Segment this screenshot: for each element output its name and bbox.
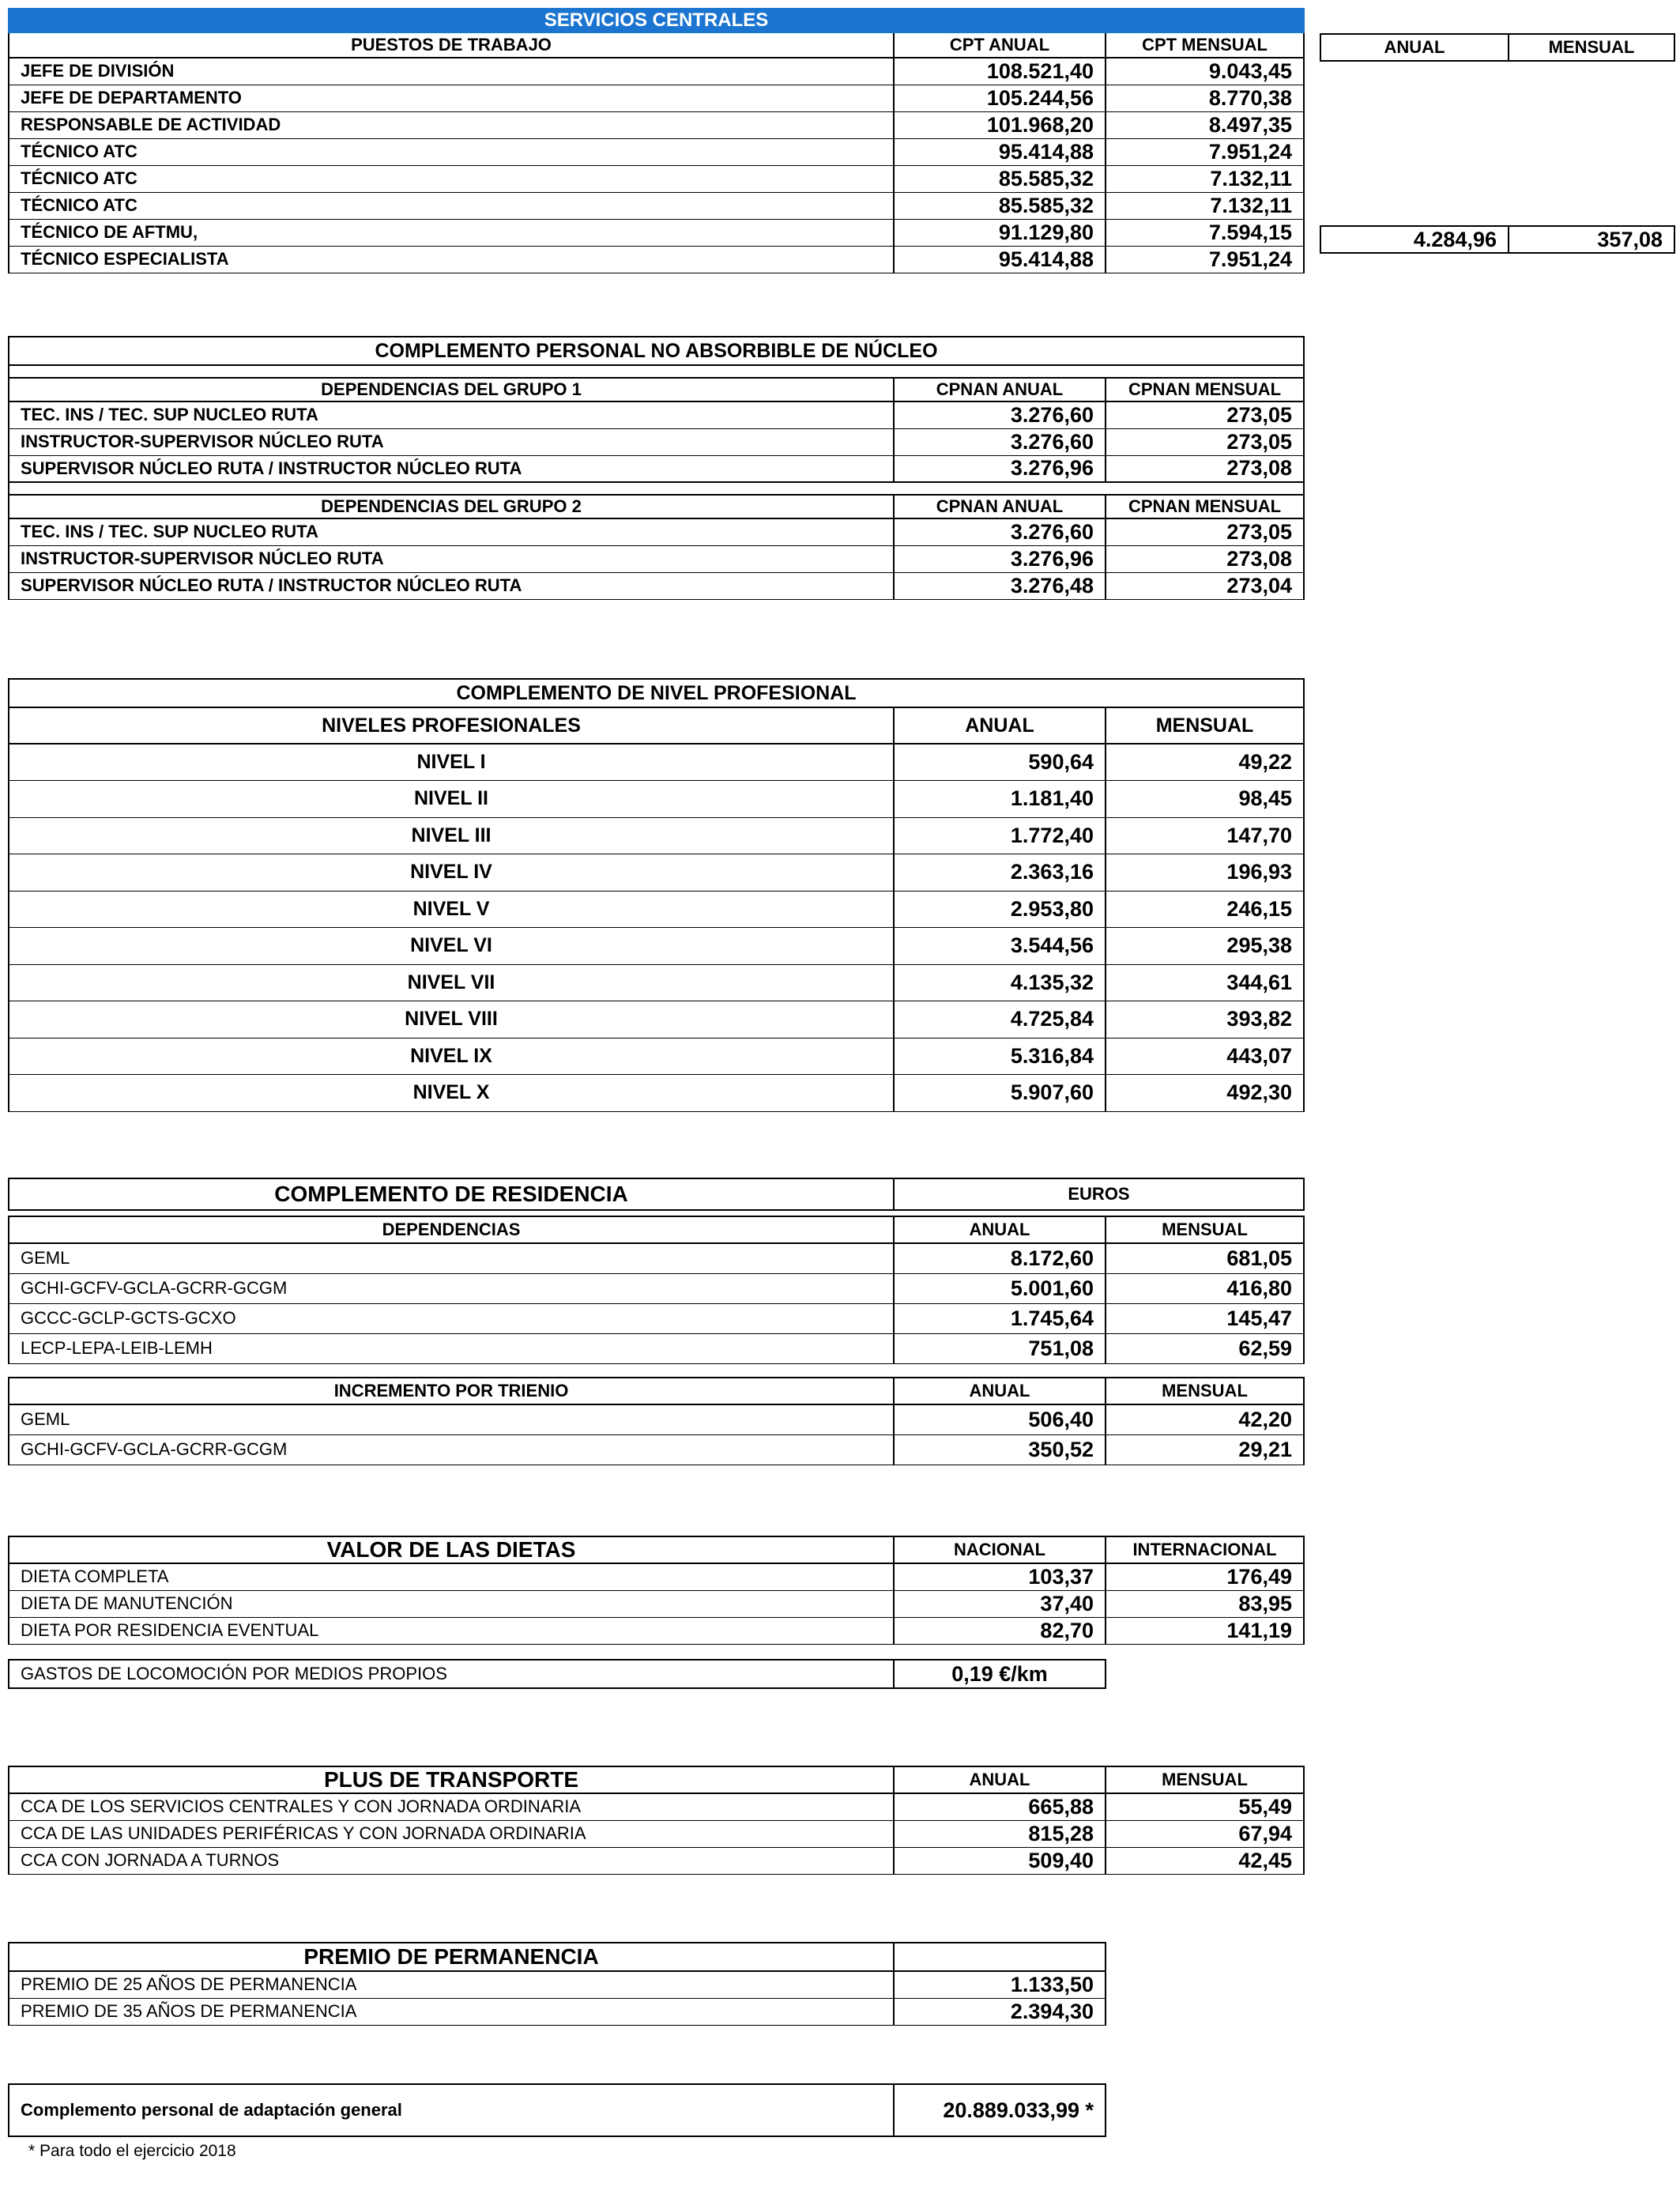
row-value: 273,04: [1106, 572, 1304, 599]
locomocion-label: GASTOS DE LOCOMOCIÓN POR MEDIOS PROPIOS: [9, 1660, 894, 1688]
dietas-title: VALOR DE LAS DIETAS: [9, 1536, 894, 1563]
table-row: [9, 1038, 1304, 1075]
row-label: NIVEL X: [9, 1075, 894, 1112]
row-value: 42,45: [1106, 1847, 1304, 1874]
trienio-header-mensual: MENSUAL: [1106, 1378, 1304, 1404]
row-value: 3.276,48: [894, 572, 1106, 599]
row-label: TÉCNICO DE AFTMU,: [9, 219, 894, 246]
row-value: 665,88: [894, 1793, 1106, 1820]
table-row: [9, 111, 1304, 138]
table-row: [9, 518, 1304, 545]
header-cpt-mensual: CPT MENSUAL: [1106, 32, 1304, 58]
header-puestos: PUESTOS DE TRABAJO: [9, 32, 894, 58]
dietas-table: [8, 1536, 1305, 1645]
table-row: [9, 428, 1304, 455]
servicios-side-table: [1320, 33, 1675, 62]
row-label: DIETA DE MANUTENCIÓN: [9, 1590, 894, 1617]
row-value: 98,45: [1106, 781, 1304, 818]
row-value: 42,20: [1106, 1404, 1304, 1434]
row-value: 3.276,96: [894, 545, 1106, 572]
table-row: [9, 1590, 1304, 1617]
table-row: [9, 744, 1304, 781]
cpnan-group2-header-mensual: CPNAN MENSUAL: [1106, 495, 1304, 518]
table-row: [9, 1793, 1304, 1820]
row-label: NIVEL IV: [9, 854, 894, 892]
row-value: 5.316,84: [894, 1038, 1106, 1075]
servicios-centrales-table: [8, 8, 1305, 273]
row-value: 590,64: [894, 744, 1106, 781]
cpnan-group1-header-mensual: CPNAN MENSUAL: [1106, 378, 1304, 401]
locomocion-value: 0,19 €/km: [894, 1660, 1106, 1688]
side-header-mensual: MENSUAL: [1509, 34, 1674, 61]
row-value: 1.745,64: [894, 1303, 1106, 1333]
row-label: SUPERVISOR NÚCLEO RUTA / INSTRUCTOR NÚCLEO RUTA: [9, 455, 894, 482]
spacer-row: [9, 365, 1304, 378]
row-value: 443,07: [1106, 1038, 1304, 1075]
row-label: CCA CON JORNADA A TURNOS: [9, 1847, 894, 1874]
table-row: [9, 1001, 1304, 1039]
row-value: 95.414,88: [894, 246, 1106, 273]
row-value: 273,08: [1106, 455, 1304, 482]
row-value: 2.363,16: [894, 854, 1106, 892]
trienio-header: INCREMENTO POR TRIENIO: [9, 1378, 894, 1404]
cpnan-group2-header: DEPENDENCIAS DEL GRUPO 2: [9, 495, 894, 518]
row-value: 9.043,45: [1106, 58, 1304, 85]
permanencia-title: PREMIO DE PERMANENCIA: [9, 1943, 894, 1971]
row-label: TÉCNICO ESPECIALISTA: [9, 246, 894, 273]
table-row: [9, 1971, 1106, 1998]
row-value: 4.135,32: [894, 964, 1106, 1001]
dietas-header-nacional: NACIONAL: [894, 1536, 1106, 1563]
row-label: TEC. INS / TEC. SUP NUCLEO RUTA: [9, 518, 894, 545]
table-row: [9, 246, 1304, 273]
trienio-table: [8, 1377, 1305, 1465]
row-label: INSTRUCTOR-SUPERVISOR NÚCLEO RUTA: [9, 428, 894, 455]
table-row: [9, 1434, 1304, 1465]
row-value: 108.521,40: [894, 58, 1106, 85]
adaptacion-table: [8, 2083, 1106, 2137]
row-value: 85.585,32: [894, 192, 1106, 219]
row-value: 416,80: [1106, 1273, 1304, 1303]
row-value: 67,94: [1106, 1820, 1304, 1847]
row-value: 7.594,15: [1106, 219, 1304, 246]
row-value: 2.953,80: [894, 891, 1106, 928]
residencia-table: [8, 1216, 1305, 1364]
permanencia-table: [8, 1942, 1106, 2026]
table-row: [9, 1563, 1304, 1590]
row-value: 5.001,60: [894, 1273, 1106, 1303]
row-label: NIVEL V: [9, 891, 894, 928]
row-value: 3.276,60: [894, 518, 1106, 545]
table-row: [9, 165, 1304, 192]
row-label: CCA DE LOS SERVICIOS CENTRALES Y CON JORNADA ORDINARIA: [9, 1793, 894, 1820]
row-label: JEFE DE DIVISIÓN: [9, 58, 894, 85]
row-value: 196,93: [1106, 854, 1304, 892]
spacer-row: [9, 482, 1304, 495]
row-value: 7.132,11: [1106, 165, 1304, 192]
header-cpt-anual: CPT ANUAL: [894, 32, 1106, 58]
row-value: 91.129,80: [894, 219, 1106, 246]
table-row: [9, 1847, 1304, 1874]
row-value: 141,19: [1106, 1617, 1304, 1644]
locomocion-table: [8, 1659, 1106, 1689]
row-label: RESPONSABLE DE ACTIVIDAD: [9, 111, 894, 138]
row-value: 145,47: [1106, 1303, 1304, 1333]
row-value: 105.244,56: [894, 85, 1106, 111]
row-label: TÉCNICO ATC: [9, 165, 894, 192]
cpnan-group2-header-anual: CPNAN ANUAL: [894, 495, 1106, 518]
side-header-anual: ANUAL: [1320, 34, 1509, 61]
trienio-header-anual: ANUAL: [894, 1378, 1106, 1404]
residencia-header-dependencias: DEPENDENCIAS: [9, 1216, 894, 1243]
row-label: TÉCNICO ATC: [9, 192, 894, 219]
row-label: JEFE DE DEPARTAMENTO: [9, 85, 894, 111]
residencia-header-anual: ANUAL: [894, 1216, 1106, 1243]
transporte-title: PLUS DE TRANSPORTE: [9, 1766, 894, 1793]
row-label: TÉCNICO ATC: [9, 138, 894, 165]
row-value: 506,40: [894, 1404, 1106, 1434]
table-row: [9, 58, 1304, 85]
row-value: 2.394,30: [894, 1998, 1106, 2025]
table-row: [9, 1998, 1106, 2025]
row-value: 7.951,24: [1106, 138, 1304, 165]
row-value: 8.497,35: [1106, 111, 1304, 138]
nivel-table: [8, 678, 1305, 1112]
row-label: NIVEL III: [9, 817, 894, 854]
table-row: [9, 401, 1304, 428]
row-label: DIETA COMPLETA: [9, 1563, 894, 1590]
transporte-header-anual: ANUAL: [894, 1766, 1106, 1793]
row-value: 295,38: [1106, 928, 1304, 965]
row-value: 49,22: [1106, 744, 1304, 781]
row-label: PREMIO DE 35 AÑOS DE PERMANENCIA: [9, 1998, 894, 2025]
row-value: 3.276,60: [894, 428, 1106, 455]
row-label: NIVEL VII: [9, 964, 894, 1001]
table-row: [9, 1333, 1304, 1363]
row-label: NIVEL IX: [9, 1038, 894, 1075]
table-row: [9, 219, 1304, 246]
permanencia-header-empty: [894, 1943, 1106, 1971]
row-label: GEML: [9, 1243, 894, 1273]
table-row: [9, 964, 1304, 1001]
row-label: LECP-LEPA-LEIB-LEMH: [9, 1333, 894, 1363]
row-value: 147,70: [1106, 817, 1304, 854]
row-label: NIVEL I: [9, 744, 894, 781]
row-value: 681,05: [1106, 1243, 1304, 1273]
row-value: 350,52: [894, 1434, 1106, 1465]
row-value: 103,37: [894, 1563, 1106, 1590]
row-label: NIVEL II: [9, 781, 894, 818]
row-value: 246,15: [1106, 891, 1304, 928]
table-row: [9, 781, 1304, 818]
side-value-mensual: 357,08: [1509, 226, 1674, 253]
table-row: [9, 1820, 1304, 1847]
dietas-header-internacional: INTERNACIONAL: [1106, 1536, 1304, 1563]
row-label: NIVEL VI: [9, 928, 894, 965]
table-row: [9, 891, 1304, 928]
table-row: [9, 1243, 1304, 1273]
transporte-header-mensual: MENSUAL: [1106, 1766, 1304, 1793]
row-label: DIETA POR RESIDENCIA EVENTUAL: [9, 1617, 894, 1644]
row-value: 344,61: [1106, 964, 1304, 1001]
adaptacion-value: 20.889.033,99 *: [894, 2084, 1106, 2136]
row-label: GCHI-GCFV-GCLA-GCRR-GCGM: [9, 1273, 894, 1303]
servicios-side-values: [1320, 225, 1675, 254]
servicios-title: SERVICIOS CENTRALES: [9, 9, 1304, 32]
row-label: NIVEL VIII: [9, 1001, 894, 1039]
row-value: 7.132,11: [1106, 192, 1304, 219]
row-value: 95.414,88: [894, 138, 1106, 165]
footnote: * Para todo el ejercicio 2018: [28, 2142, 236, 2160]
adaptacion-label: Complemento personal de adaptación general: [9, 2084, 894, 2136]
table-row: [9, 1075, 1304, 1112]
cpnan-group1-header: DEPENDENCIAS DEL GRUPO 1: [9, 378, 894, 401]
table-row: [9, 545, 1304, 572]
nivel-title: COMPLEMENTO DE NIVEL PROFESIONAL: [9, 679, 1304, 707]
table-row: [9, 817, 1304, 854]
side-value-anual: 4.284,96: [1320, 226, 1509, 253]
row-value: 55,49: [1106, 1793, 1304, 1820]
row-value: 29,21: [1106, 1434, 1304, 1465]
table-row: [9, 138, 1304, 165]
transporte-table: [8, 1766, 1305, 1875]
row-value: 1.772,40: [894, 817, 1106, 854]
row-value: 8.172,60: [894, 1243, 1106, 1273]
table-row: [9, 455, 1304, 482]
table-row: [9, 1404, 1304, 1434]
cpnan-table: [8, 336, 1305, 600]
row-value: 509,40: [894, 1847, 1106, 1874]
row-value: 273,05: [1106, 518, 1304, 545]
nivel-header-anual: ANUAL: [894, 707, 1106, 744]
table-row: [9, 572, 1304, 599]
table-row: [9, 854, 1304, 892]
row-value: 273,08: [1106, 545, 1304, 572]
cpnan-group1-header-anual: CPNAN ANUAL: [894, 378, 1106, 401]
row-value: 3.276,96: [894, 455, 1106, 482]
table-row: [9, 928, 1304, 965]
row-value: 1.133,50: [894, 1971, 1106, 1998]
row-value: 5.907,60: [894, 1075, 1106, 1112]
row-value: 7.951,24: [1106, 246, 1304, 273]
row-value: 815,28: [894, 1820, 1106, 1847]
table-row: [9, 1617, 1304, 1644]
row-value: 101.968,20: [894, 111, 1106, 138]
table-row: [9, 85, 1304, 111]
row-value: 4.725,84: [894, 1001, 1106, 1039]
row-label: SUPERVISOR NÚCLEO RUTA / INSTRUCTOR NÚCLEO RUTA: [9, 572, 894, 599]
nivel-header-mensual: MENSUAL: [1106, 707, 1304, 744]
row-value: 82,70: [894, 1617, 1106, 1644]
table-row: [9, 1303, 1304, 1333]
table-row: [9, 1273, 1304, 1303]
row-value: 273,05: [1106, 428, 1304, 455]
row-value: 393,82: [1106, 1001, 1304, 1039]
table-row: [9, 192, 1304, 219]
nivel-header-niveles: NIVELES PROFESIONALES: [9, 707, 894, 744]
row-label: INSTRUCTOR-SUPERVISOR NÚCLEO RUTA: [9, 545, 894, 572]
residencia-title: COMPLEMENTO DE RESIDENCIA: [9, 1178, 894, 1210]
row-value: 273,05: [1106, 401, 1304, 428]
residencia-unit: EUROS: [894, 1178, 1304, 1210]
cpnan-title: COMPLEMENTO PERSONAL NO ABSORBIBLE DE NÚCLEO: [9, 337, 1304, 365]
row-value: 176,49: [1106, 1563, 1304, 1590]
row-value: 37,40: [894, 1590, 1106, 1617]
residencia-title-table: [8, 1178, 1305, 1211]
row-value: 83,95: [1106, 1590, 1304, 1617]
row-value: 1.181,40: [894, 781, 1106, 818]
row-value: 8.770,38: [1106, 85, 1304, 111]
row-label: PREMIO DE 25 AÑOS DE PERMANENCIA: [9, 1971, 894, 1998]
row-value: 3.544,56: [894, 928, 1106, 965]
row-label: TEC. INS / TEC. SUP NUCLEO RUTA: [9, 401, 894, 428]
row-label: CCA DE LAS UNIDADES PERIFÉRICAS Y CON JORNADA ORDINARIA: [9, 1820, 894, 1847]
row-value: 492,30: [1106, 1075, 1304, 1112]
row-label: GCCC-GCLP-GCTS-GCXO: [9, 1303, 894, 1333]
residencia-header-mensual: MENSUAL: [1106, 1216, 1304, 1243]
row-label: GCHI-GCFV-GCLA-GCRR-GCGM: [9, 1434, 894, 1465]
row-value: 751,08: [894, 1333, 1106, 1363]
row-value: 62,59: [1106, 1333, 1304, 1363]
row-label: GEML: [9, 1404, 894, 1434]
row-value: 3.276,60: [894, 401, 1106, 428]
row-value: 85.585,32: [894, 165, 1106, 192]
